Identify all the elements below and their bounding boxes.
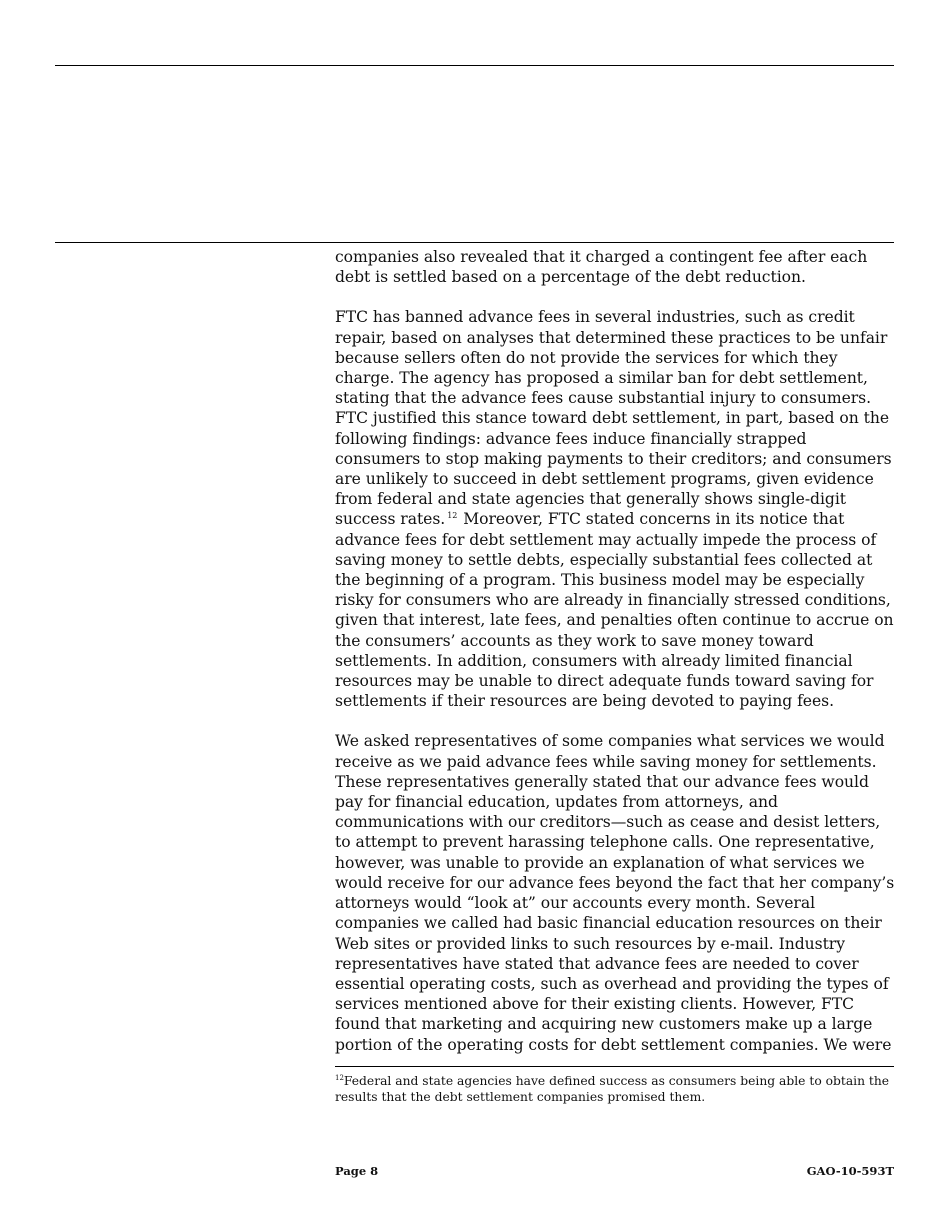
header-bottom-rule (55, 242, 894, 243)
paragraph-3: We asked representatives of some companies what services we would receive as we paid advance fees while saving money for settlements. These representatives generally stated that our advance fees would pay for financial education, updates from attorneys, and communications with our creditors—such as cease and desist letters, to attempt to prevent harassing telephone calls. One representative, however, was unable to provide an explanation of what services we would receive for our advance fees beyond the fact that her company’s attorneys would “look at” our accounts every month. Several companies we called had basic financial education resources on their Web sites or provided links to such resources by e-mail. Industry representatives have stated that advance fees are needed to cover essential operating costs, such as overhead and providing the types of services mentioned above for their existing clients. However, FTC found that marketing and acquiring new customers make up a large portion of the operating costs for debt settlement companies. We were (335, 732, 895, 1054)
header-top-rule (55, 65, 894, 66)
footnote-divider (335, 1066, 894, 1067)
paragraph-2-text-after: Moreover, FTC stated concerns in its notice that advance fees for debt settlement may actually impede the process of saving money to settle debts, especially substantial fees collected at the beginning of a program. This business model may be especially risky for consumers who are already in financially stressed conditions, given that interest, late fees, and penalties often continue to accrue on the consumers’ accounts as they work to save money toward settlements. In addition, consumers with already limited financial resources may be unable to direct adequate funds toward saving for settlements if their resources are being devoted to paying fees. (335, 510, 894, 711)
footnote-ref-12[interactable]: 12 (447, 511, 458, 521)
footnote-number: 12 (335, 1074, 344, 1082)
paragraph-2 (335, 307, 895, 711)
paragraph-1: companies also revealed that it charged a contingent fee after each debt is settled based on a percentage of the debt reduction. (335, 248, 868, 287)
body-text (335, 247, 895, 1075)
paragraph-2-text-before: FTC has banned advance fees in several industries, such as credit repair, based on analyses that determined these practices to be unfair because sellers often do not provide the services for which they charge. The agency has proposed a similar ban for debt settlement, stating that the advance fees cause substantial injury to consumers. FTC justified this stance toward debt settlement, in part, based on the following findings: advance fees induce financially strapped consumers to stop making payments to their creditors; and consumers are unlikely to succeed in debt settlement programs, given evidence from federal and state agencies that generally shows single-digit success rates. (335, 308, 892, 529)
footnote-text: Federal and state agencies have defined success as consumers being able to obtain the results that the debt settlement companies promised them. (335, 1074, 890, 1104)
report-id: GAO-10-593T (806, 1164, 894, 1178)
footnote-12 (335, 1073, 895, 1105)
page-number: Page 8 (335, 1164, 379, 1178)
